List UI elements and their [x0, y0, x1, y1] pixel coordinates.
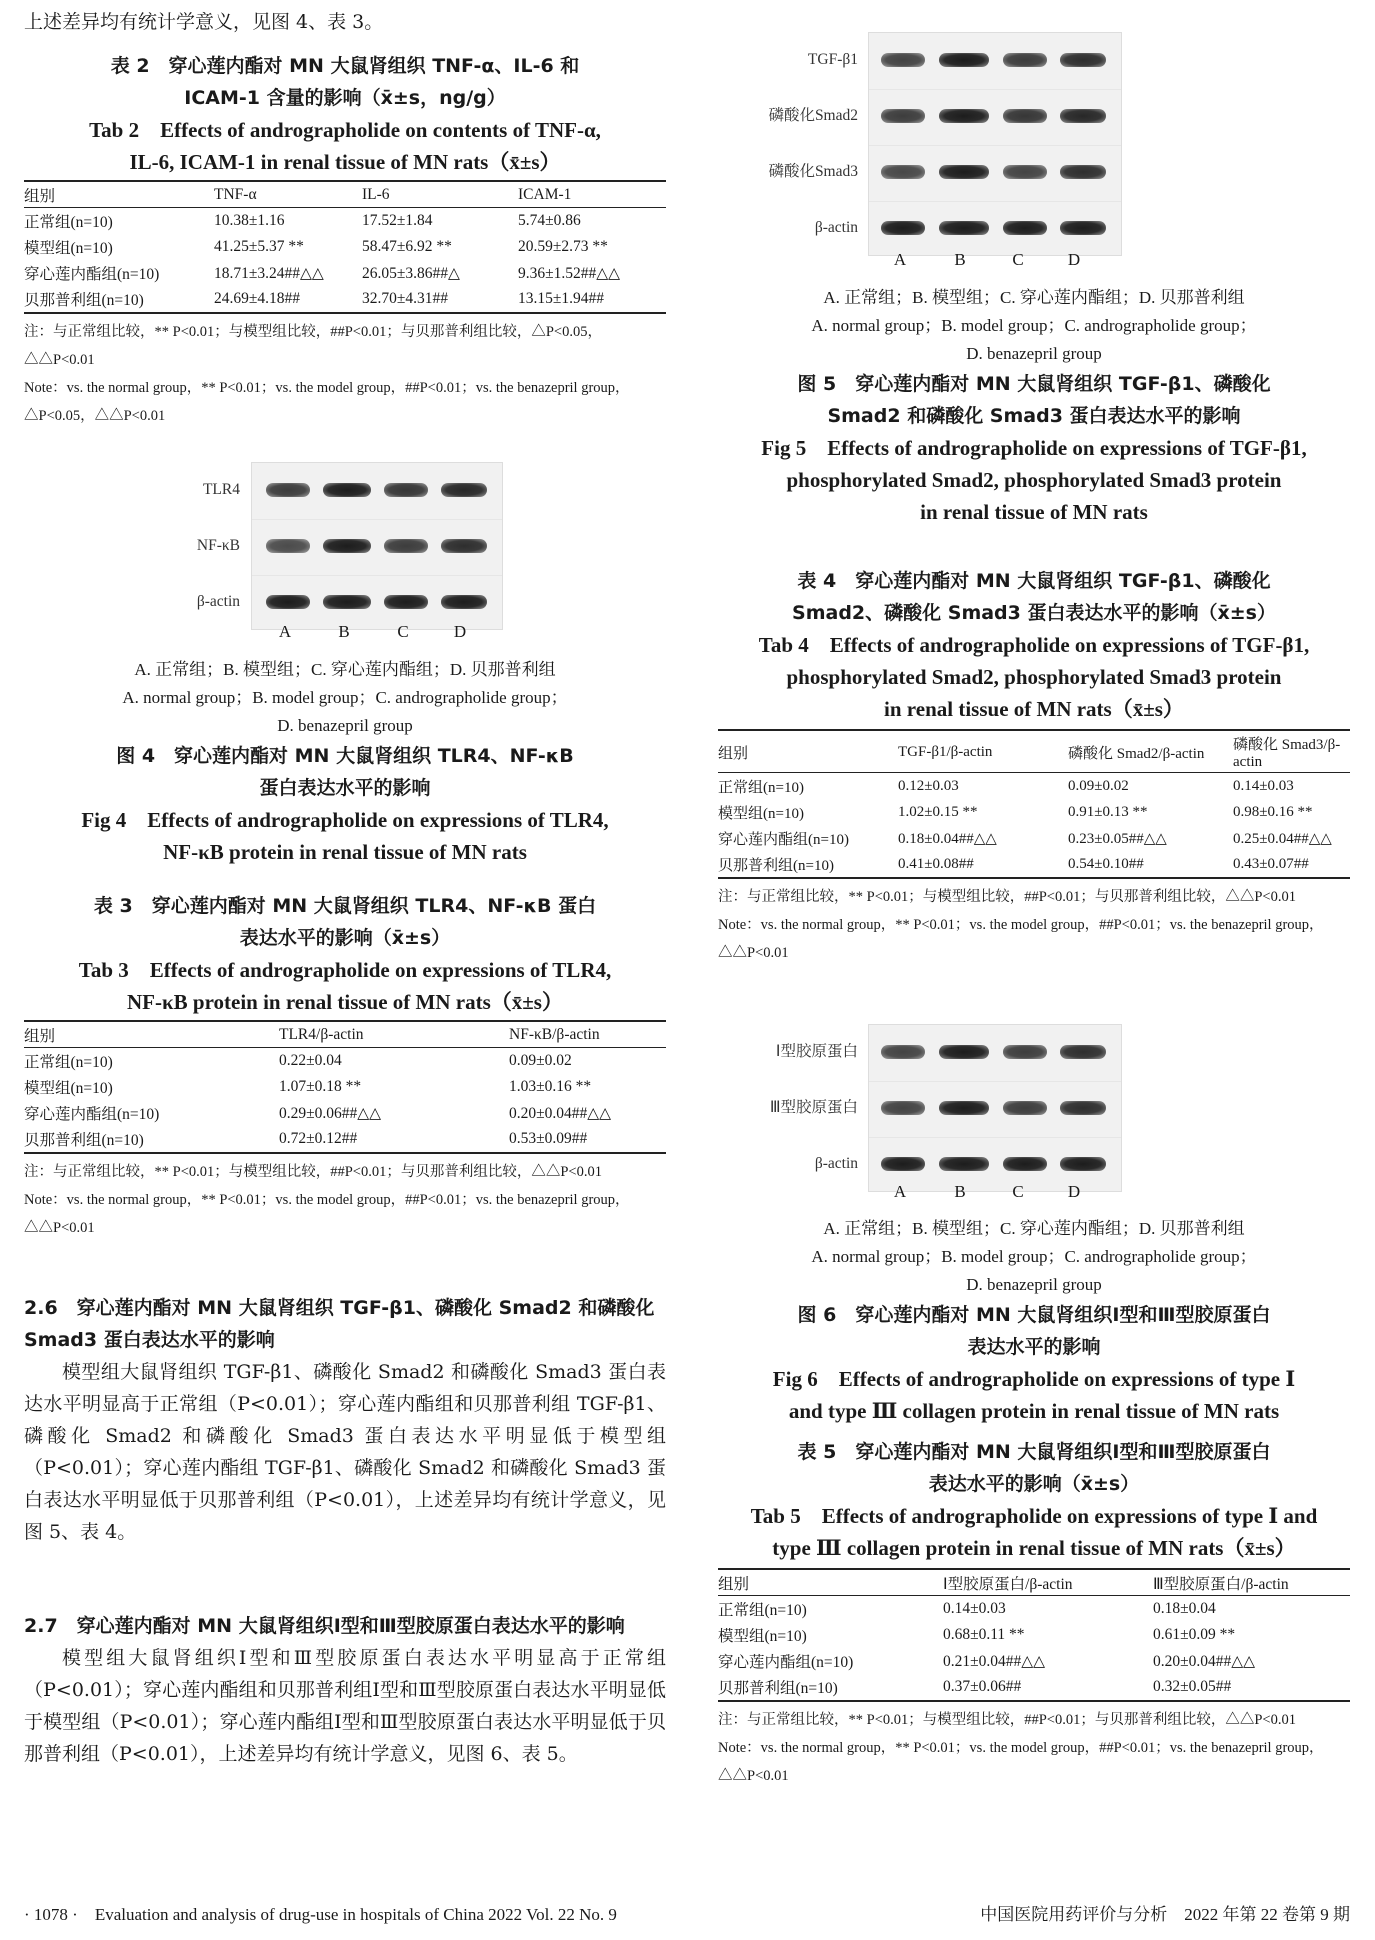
- tab2-header: 组别: [24, 181, 214, 208]
- fig6-caption-en-1: Fig 6 Effects of andrographolide on expressions of type Ⅰ: [772, 1367, 1296, 1391]
- band: [1003, 1101, 1047, 1115]
- figure-4-blot: [24, 462, 666, 630]
- table-cell: 32.70±4.31##: [362, 286, 518, 313]
- tab2-header: ICAM-1: [518, 181, 666, 208]
- tab4-header: 磷酸化 Smad2/β-actin: [1068, 730, 1233, 773]
- table-row: [24, 286, 666, 313]
- band: [881, 1101, 925, 1115]
- table-row: [24, 1074, 666, 1100]
- band: [1003, 53, 1047, 67]
- tab4-header: TGF-β1/β-actin: [898, 730, 1068, 773]
- fig6-legend-en-2: D. benazepril group: [966, 1275, 1102, 1294]
- tab5-caption-en-1: Tab 5 Effects of andrographolide on expressions of type Ⅰ and: [750, 1504, 1318, 1528]
- section-2-7-body: 模型组大鼠肾组织Ⅰ型和Ⅲ型胶原蛋白表达水平明显高于正常组（P<0.01）；穿心莲内酯组和贝那普利组Ⅰ型和Ⅲ型胶原蛋白表达水平明显低于模型组（P<0.01）；穿心莲内酯组Ⅰ型和Ⅲ型胶原蛋白表达水平明显低于贝那普利组（P<0.01），上述差异均有统计学意义，见图 6、表 5。: [24, 1647, 666, 1765]
- table-cell: 0.12±0.03: [898, 777, 959, 794]
- table-row: [24, 1100, 666, 1126]
- section-2-7-title: 2.7 穿心莲内酯对 MN 大鼠肾组织Ⅰ型和Ⅲ型胶原蛋白表达水平的影响: [24, 1615, 625, 1637]
- tab5-header: Ⅰ型胶原蛋白/β-actin: [943, 1569, 1153, 1596]
- fig4-lane-label: D: [453, 622, 467, 641]
- table-row: [718, 1648, 1350, 1674]
- table-cell: 模型组(n=10): [718, 805, 804, 822]
- band: [1003, 221, 1047, 235]
- fig4-caption-en-1: Fig 4 Effects of andrographolide on expressions of TLR4,: [81, 808, 609, 832]
- tab3-caption-en-2: NF-κB protein in renal tissue of MN rats（x̄±s）: [127, 990, 563, 1014]
- table-cell: 穿心莲内酯组(n=10): [24, 266, 160, 283]
- table-cell: 贝那普利组(n=10): [718, 1674, 943, 1701]
- fig6-caption-cn-2: 表达水平的影响: [967, 1336, 1101, 1358]
- table-cell: 正常组(n=10): [24, 1054, 113, 1071]
- table-2: [24, 50, 666, 430]
- fig4-legend-en-2: D. benazepril group: [277, 716, 413, 735]
- table-cell: 贝那普利组(n=10): [24, 1126, 279, 1153]
- table-row: [24, 1048, 666, 1075]
- fig5-lane-psmad3: [869, 145, 1121, 202]
- fig6-lane-label: C: [1012, 1182, 1024, 1201]
- fig4-legend-cn: A. 正常组；B. 模型组；C. 穿心莲内酯组；D. 贝那普利组: [134, 660, 556, 679]
- fig4-row-label: TLR4: [202, 481, 240, 498]
- fig5-lane-label: A: [893, 250, 907, 269]
- table-cell: 9.36±1.52##△△: [518, 264, 621, 282]
- table-row: [718, 851, 1350, 878]
- table-cell: 正常组(n=10): [718, 1602, 807, 1619]
- figure-5-caption: [718, 283, 1350, 528]
- band: [384, 595, 428, 609]
- band: [266, 595, 310, 609]
- fig5-lane-label: D: [1067, 250, 1081, 269]
- band: [1003, 109, 1047, 123]
- tab5-note-cn: 注：与正常组比较，** P<0.01；与模型组比较，##P<0.01；与贝那普利组比较，△△P<0.01: [718, 1712, 1296, 1728]
- tab2-caption-cn-2: ICAM-1 含量的影响（x̄±s，ng/g）: [184, 87, 506, 109]
- table-cell: 1.02±0.15 **: [898, 803, 978, 820]
- table-cell: 模型组(n=10): [718, 1628, 807, 1645]
- band: [1060, 1157, 1106, 1171]
- table-row: [718, 1596, 1350, 1623]
- fig5-legend-en-2: D. benazepril group: [966, 344, 1102, 363]
- band: [939, 1157, 989, 1171]
- table-cell: 模型组(n=10): [24, 1080, 113, 1097]
- band: [266, 483, 310, 497]
- fig5-row-label: TGF-β1: [807, 51, 858, 68]
- footer-right: 中国医院用药评价与分析 2022 年第 22 卷第 9 期: [980, 1905, 1350, 1924]
- tab4-caption-en-3: in renal tissue of MN rats（x̄±s）: [884, 697, 1184, 721]
- tab5-header: 组别: [718, 1569, 943, 1596]
- fig4-row-label: β-actin: [196, 593, 240, 610]
- table-cell: 0.20±0.04##△△: [509, 1104, 612, 1122]
- table-cell: 18.71±3.24##△△: [214, 264, 324, 282]
- fig5-blot-image: [868, 32, 1122, 256]
- table-cell: 正常组(n=10): [718, 779, 804, 796]
- band: [441, 483, 487, 497]
- table-cell: 58.47±6.92 **: [362, 238, 452, 255]
- tab3-caption-cn-1: 表 3 穿心莲内酯对 MN 大鼠肾组织 TLR4、NF-κB 蛋白: [93, 895, 597, 917]
- tab5-caption-en-2: type Ⅲ collagen protein in renal tissue of MN rats（x̄±s）: [772, 1536, 1296, 1560]
- tab4-caption-en-2: phosphorylated Smad2, phosphorylated Smad3 protein: [786, 665, 1282, 689]
- tab5-header: Ⅲ型胶原蛋白/β-actin: [1153, 1569, 1350, 1596]
- table-cell: 17.52±1.84: [362, 212, 433, 229]
- fig6-caption-cn-1: 图 6 穿心莲内酯对 MN 大鼠肾组织Ⅰ型和Ⅲ型胶原蛋白: [797, 1304, 1271, 1326]
- fig5-legend-cn: A. 正常组；B. 模型组；C. 穿心莲内酯组；D. 贝那普利组: [823, 288, 1245, 307]
- band: [1060, 221, 1106, 235]
- fig6-legend-en-1: A. normal group；B. model group；C. andrographolide group；: [811, 1247, 1257, 1266]
- table-row: [718, 773, 1350, 800]
- tab5-caption-cn-2: 表达水平的影响（x̄±s）: [928, 1473, 1140, 1495]
- fig5-row-label: 磷酸化Smad3: [768, 163, 858, 180]
- band: [266, 539, 310, 553]
- tab3-note-cn: 注：与正常组比较，** P<0.01；与模型组比较，##P<0.01；与贝那普利组比较，△△P<0.01: [24, 1164, 602, 1180]
- band: [939, 221, 989, 235]
- table-cell: 0.18±0.04: [1153, 1600, 1216, 1617]
- table-row: [24, 234, 666, 260]
- table-cell: 0.43±0.07##: [1233, 851, 1350, 878]
- table-cell: 0.53±0.09##: [509, 1126, 666, 1153]
- table-cell: 0.37±0.06##: [943, 1674, 1153, 1701]
- tab2-caption-en-1: Tab 2 Effects of andrographolide on contents of TNF-α,: [89, 118, 601, 142]
- fig6-lane-col3: [869, 1081, 1121, 1138]
- table-cell: 0.72±0.12##: [279, 1126, 509, 1153]
- tab3-caption-en-1: Tab 3 Effects of andrographolide on expressions of TLR4,: [78, 958, 612, 982]
- tab3-note-en: Note：vs. the normal group，** P<0.01；vs. the model group，##P<0.01；vs. the benazepril group，△△P<0.01: [24, 1192, 630, 1236]
- tab3-header: 组别: [24, 1021, 279, 1048]
- table-cell: 穿心莲内酯组(n=10): [718, 1654, 854, 1671]
- band: [881, 165, 925, 179]
- tab2-caption-cn-1: 表 2 穿心莲内酯对 MN 大鼠肾组织 TNF-α、IL-6 和: [110, 55, 580, 77]
- table-cell: 0.68±0.11 **: [943, 1626, 1025, 1643]
- fig5-lane-actin: [869, 201, 1121, 257]
- fig4-lane-nfkb: [252, 519, 502, 576]
- table-cell: 0.20±0.04##△△: [1153, 1652, 1256, 1670]
- fig5-row-label: β-actin: [814, 219, 858, 236]
- table-cell: 0.18±0.04##△△: [898, 830, 997, 847]
- fig4-blot-image: [251, 462, 503, 630]
- band: [1060, 1045, 1106, 1059]
- fig6-row-label: β-actin: [814, 1155, 858, 1172]
- fig4-lane-label: A: [278, 622, 292, 641]
- table-cell: 0.22±0.04: [279, 1052, 342, 1069]
- band: [881, 1157, 925, 1171]
- fig6-row-label: Ⅰ型胶原蛋白: [775, 1043, 858, 1060]
- band: [323, 539, 371, 553]
- fig6-legend-cn: A. 正常组；B. 模型组；C. 穿心莲内酯组；D. 贝那普利组: [823, 1219, 1245, 1238]
- table-cell: 模型组(n=10): [24, 240, 113, 257]
- table-cell: 0.61±0.09 **: [1153, 1626, 1236, 1643]
- band: [1003, 1157, 1047, 1171]
- band: [939, 1101, 989, 1115]
- table-cell: 0.23±0.05##△△: [1068, 830, 1167, 847]
- table-cell: 10.38±1.16: [214, 212, 285, 229]
- table-cell: 13.15±1.94##: [518, 286, 666, 313]
- tab5-table: [718, 1568, 1350, 1702]
- table-cell: 0.32±0.05##: [1153, 1674, 1350, 1701]
- fig5-lane-label: B: [954, 250, 966, 269]
- table-cell: 0.09±0.02: [509, 1052, 572, 1069]
- fig5-row-label: 磷酸化Smad2: [768, 107, 858, 124]
- section-2-7: [24, 1610, 666, 1770]
- band: [441, 539, 487, 553]
- fig4-lane-tlr4: [252, 463, 502, 520]
- tab4-caption-cn-2: Smad2、磷酸化 Smad3 蛋白表达水平的影响（x̄±s）: [792, 602, 1276, 624]
- tab3-table: [24, 1020, 666, 1154]
- band: [881, 109, 925, 123]
- fig5-caption-cn-1: 图 5 穿心莲内酯对 MN 大鼠肾组织 TGF-β1、磷酸化: [797, 373, 1271, 395]
- fig6-lane-label: A: [893, 1182, 907, 1201]
- fig5-caption-en-1: Fig 5 Effects of andrographolide on expressions of TGF-β1,: [761, 436, 1307, 460]
- figure-6-blot: [718, 1024, 1350, 1192]
- table-3: [24, 890, 666, 1242]
- tab4-header: 组别: [718, 730, 898, 773]
- table-cell: 贝那普利组(n=10): [718, 851, 898, 878]
- band: [441, 595, 487, 609]
- footer-left: · 1078 · Evaluation and analysis of drug-use in hospitals of China 2022 Vol. 22 No. 9: [24, 1905, 617, 1924]
- tab3-header: NF-κB/β-actin: [509, 1021, 666, 1048]
- tab4-caption-cn-1: 表 4 穿心莲内酯对 MN 大鼠肾组织 TGF-β1、磷酸化: [797, 570, 1271, 592]
- table-row: [24, 1126, 666, 1153]
- table-row: [718, 825, 1350, 851]
- table-cell: 0.98±0.16 **: [1233, 803, 1313, 820]
- table-row: [24, 208, 666, 235]
- band: [881, 1045, 925, 1059]
- tab2-table: [24, 180, 666, 314]
- table-cell: 0.54±0.10##: [1068, 851, 1233, 878]
- band: [1060, 53, 1106, 67]
- table-cell: 0.14±0.03: [943, 1600, 1006, 1617]
- table-cell: 1.07±0.18 **: [279, 1078, 362, 1095]
- table-cell: 24.69±4.18##: [214, 286, 362, 313]
- band: [323, 595, 371, 609]
- fig6-blot-image: [868, 1024, 1122, 1192]
- fig6-caption-en-2: and type Ⅲ collagen protein in renal tissue of MN rats: [788, 1399, 1280, 1423]
- fig6-lane-label: B: [954, 1182, 966, 1201]
- fig4-caption-en-2: NF-κB protein in renal tissue of MN rats: [163, 840, 527, 864]
- fig5-lane-tgfb1: [869, 33, 1121, 90]
- table-row: [718, 799, 1350, 825]
- band: [939, 1045, 989, 1059]
- band: [1003, 165, 1047, 179]
- band: [881, 53, 925, 67]
- table-cell: 0.41±0.08##: [898, 851, 1068, 878]
- table-cell: 0.91±0.13 **: [1068, 803, 1148, 820]
- tab4-note-cn: 注：与正常组比较，** P<0.01；与模型组比较，##P<0.01；与贝那普利组比较，△△P<0.01: [718, 889, 1296, 905]
- table-5: [718, 1436, 1350, 1790]
- band: [939, 53, 989, 67]
- band: [881, 221, 925, 235]
- band: [939, 165, 989, 179]
- intro-line: 上述差异均有统计学意义，见图 4、表 3。: [24, 11, 384, 33]
- table-row: [24, 260, 666, 286]
- tab2-header: IL-6: [362, 181, 518, 208]
- figure-5-blot: [718, 32, 1350, 256]
- table-cell: 穿心莲内酯组(n=10): [718, 831, 849, 848]
- band: [1003, 1045, 1047, 1059]
- fig5-legend-en-1: A. normal group；B. model group；C. andrographolide group；: [811, 316, 1257, 335]
- table-cell: 26.05±3.86##△: [362, 264, 460, 282]
- band: [939, 109, 989, 123]
- table-cell: 0.21±0.04##△△: [943, 1652, 1046, 1670]
- table-cell: 0.09±0.02: [1068, 777, 1129, 794]
- tab5-caption-cn-1: 表 5 穿心莲内酯对 MN 大鼠肾组织Ⅰ型和Ⅲ型胶原蛋白: [797, 1441, 1271, 1463]
- table-cell: 贝那普利组(n=10): [24, 286, 214, 313]
- fig4-caption-cn-2: 蛋白表达水平的影响: [259, 777, 431, 799]
- fig4-lane-label: C: [397, 622, 409, 641]
- tab4-table: [718, 729, 1350, 879]
- tab3-caption-cn-2: 表达水平的影响（x̄±s）: [239, 927, 451, 949]
- table-4: [718, 565, 1350, 967]
- tab4-note-en: Note：vs. the normal group，** P<0.01；vs. the model group，##P<0.01；vs. the benazepril group，△△P<0.01: [718, 917, 1324, 961]
- table-row: [718, 1622, 1350, 1648]
- fig5-caption-en-3: in renal tissue of MN rats: [920, 500, 1148, 524]
- section-2-6-body: 模型组大鼠肾组织 TGF-β1、磷酸化 Smad2 和磷酸化 Smad3 蛋白表达水平明显高于正常组（P<0.01）；穿心莲内酯组和贝那普利组 TGF-β1、磷酸化 Smad2 和磷酸化 Smad3 蛋白表达水平明显低于模型组（P<0.01）；穿心莲内酯组 TGF-β1、磷酸化 Smad2 和磷酸化 Smad3 蛋白表达水平明显低于贝那普利组（P<0.01），上述差异均有统计学意义，见图 5、表 4。: [24, 1361, 666, 1543]
- band: [323, 483, 371, 497]
- table-cell: 1.03±0.16 **: [509, 1078, 592, 1095]
- tab4-caption-en-1: Tab 4 Effects of andrographolide on expressions of TGF-β1,: [758, 633, 1310, 657]
- table-cell: 41.25±5.37 **: [214, 238, 304, 255]
- tab4-header: 磷酸化 Smad3/β-actin: [1233, 730, 1350, 773]
- figure-4-caption: [24, 655, 666, 868]
- table-cell: 5.74±0.86: [518, 212, 581, 229]
- table-cell: 0.29±0.06##△△: [279, 1104, 382, 1122]
- table-cell: 0.25±0.04##△△: [1233, 830, 1332, 847]
- fig4-row-label: NF-κB: [196, 537, 240, 554]
- band: [1060, 1101, 1106, 1115]
- tab2-note-en: Note：vs. the normal group，** P<0.01；vs. the model group，##P<0.01；vs. the benazepril group，△P<0.05，△△P<0.01: [24, 380, 630, 424]
- section-2-6-title: 2.6 穿心莲内酯对 MN 大鼠肾组织 TGF-β1、磷酸化 Smad2 和磷酸化 Smad3 蛋白表达水平的影响: [24, 1297, 655, 1351]
- fig5-caption-en-2: phosphorylated Smad2, phosphorylated Smad3 protein: [786, 468, 1282, 492]
- tab2-header: TNF-α: [214, 181, 362, 208]
- fig6-lane-col1: [869, 1025, 1121, 1082]
- band: [1060, 109, 1106, 123]
- table-cell: 正常组(n=10): [24, 214, 113, 231]
- tab2-caption-en-2: IL-6, ICAM-1 in renal tissue of MN rats（x̄±s）: [129, 150, 561, 174]
- fig5-caption-cn-2: Smad2 和磷酸化 Smad3 蛋白表达水平的影响: [827, 405, 1241, 427]
- table-cell: 穿心莲内酯组(n=10): [24, 1106, 160, 1123]
- fig4-legend-en-1: A. normal group；B. model group；C. andrographolide group；: [122, 688, 568, 707]
- table-cell: 20.59±2.73 **: [518, 238, 608, 255]
- fig6-lane-label: D: [1067, 1182, 1081, 1201]
- tab3-header: TLR4/β-actin: [279, 1021, 509, 1048]
- figure-6-caption: [718, 1214, 1350, 1427]
- fig4-lane-label: B: [338, 622, 350, 641]
- table-cell: 0.14±0.03: [1233, 777, 1294, 794]
- tab2-note-cn: 注：与正常组比较，** P<0.01；与模型组比较，##P<0.01；与贝那普利组比较，△P<0.05，△△P<0.01: [24, 324, 602, 368]
- band: [1060, 165, 1106, 179]
- fig6-row-label: Ⅲ型胶原蛋白: [769, 1099, 858, 1116]
- section-2-6: [24, 1292, 666, 1548]
- fig5-lane-psmad2: [869, 89, 1121, 146]
- band: [384, 483, 428, 497]
- table-row: [718, 1674, 1350, 1701]
- fig4-caption-cn-1: 图 4 穿心莲内酯对 MN 大鼠肾组织 TLR4、NF-κB: [116, 745, 574, 767]
- tab5-note-en: Note：vs. the normal group，** P<0.01；vs. the model group，##P<0.01；vs. the benazepril group，△△P<0.01: [718, 1740, 1324, 1784]
- band: [384, 539, 428, 553]
- fig5-lane-label: C: [1012, 250, 1024, 269]
